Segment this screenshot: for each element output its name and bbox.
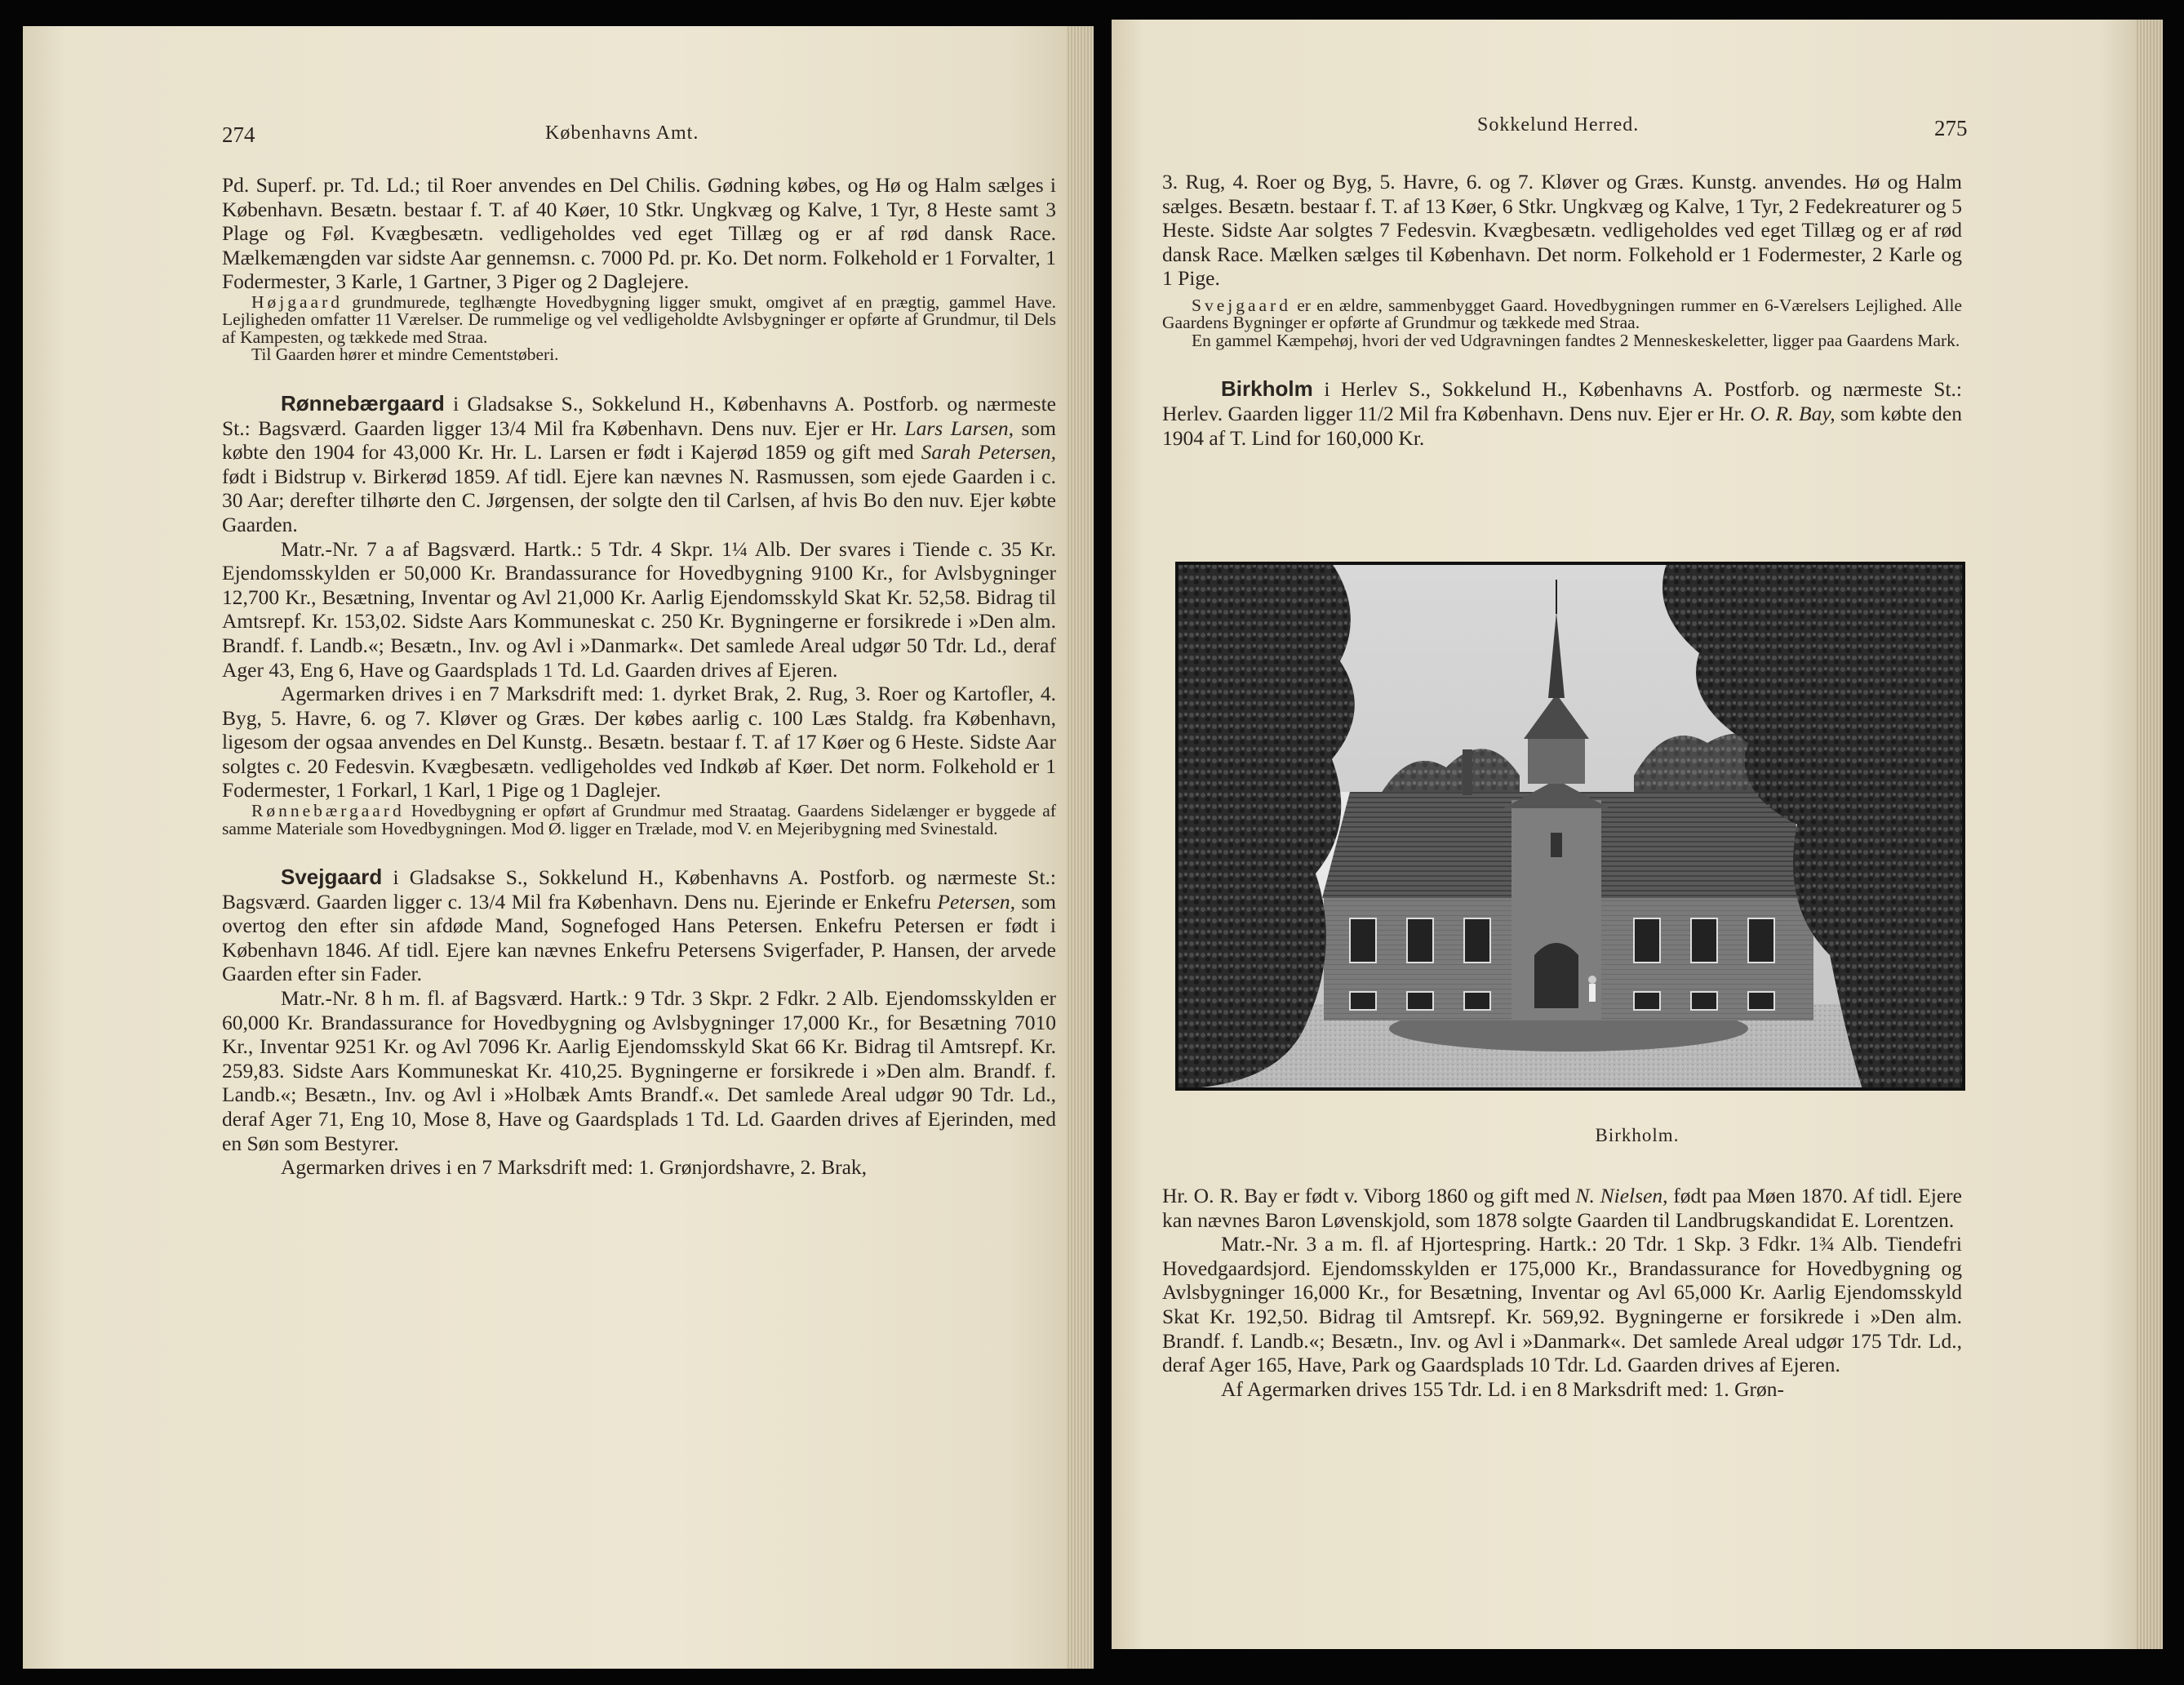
paragraph: 3. Rug, 4. Roer og Byg, 5. Havre, 6. og 7. Kløver og Græs. Kunstg. anvendes. Hø og Halm sælges. Besætn. bestaar f. T. af 13 Køer, 6 Stkr. Ungkvæg og Kalve, 1 Tyr, 2 Fedekreaturer og 5 Heste. Sidste Aar solgtes 7 Fedesvin. Kvægbesætn. vedligeholdes ved eget Tillæg og er af rød dansk Race. Mælken sælges til København. Det norm. Folkehold er 1 Fodermester, 2 Karle og 1 Pige.: [1162, 170, 1962, 291]
right-text-column-bottom: [1162, 1184, 1962, 1401]
page-number: 274: [222, 122, 255, 147]
entry-title: Birkholm: [1221, 376, 1313, 402]
entry-title: Svejgaard: [281, 865, 383, 890]
running-header: Københavns Amt.: [545, 122, 699, 144]
paragraph: Hr. O. R. Bay er født v. Viborg 1860 og gift med N. Nielsen, født paa Møen 1870. Af tidl. Ejere kan nævnes Baron Løvenskjold, som 1878 solgte Gaarden til Landbrugskandidat E. Lorentzen.: [1162, 1184, 1962, 1232]
paragraph: Agermarken drives i en 7 Marksdrift med: 1. Grønjordshavre, 2. Brak,: [281, 1155, 868, 1180]
small-note: Til Gaarden hører et mindre Cementstøberi.: [251, 345, 559, 365]
paragraph: Matr.-Nr. 3 a m. fl. af Hjortespring. Hartk.: 20 Tdr. 1 Skp. 3 Fdkr. 1¾ Alb. Tiendefri Hovedgaardsjord. Ejendomsskylden er 175,000 Kr., Brandassurance for Hovedbygning og Avlsbygninger 16,000 Kr., for Besætning, Inventar og Avl 65,000 Kr. Aarlig Ejendomsskyld Skat Kr. 192,50. Bidrag til Amtsrepf. Kr. 569,92. Bygningerne er forsikrede i »Den alm. Brandf. f. Landb.«; Besætn., Inv. og Avl i »Danmark«. Det samlede Areal udgør 175 Tdr. Ld., deraf Ager 165, Have, Park og Gaardsplads 10 Tdr. Ld. Gaarden drives af Ejeren.: [1162, 1232, 1962, 1377]
entry-svejgaard: Svejgaard i Gladsakse S., Sokkelund H., Københavns A. Postforb. og nærmeste St.: Bagsværd. Gaarden ligger c. 13/4 Mil fra København. Dens nu. Ejerinde er Enkefru Petersen, som overtog den efter sin afdøde Mand, Sognefoged Hans Petersen. Enkefru Petersen er født i København 1846. Af tidl. Ejere kan nævnes Enkefru Petersens Svigerfader, P. Hansen, der arvede Gaarden efter sin Fader.: [222, 865, 1056, 986]
page-edge-right: [2135, 20, 2163, 1649]
photo-caption: Birkholm.: [1595, 1125, 1680, 1145]
small-note: Svejgaard er en ældre, sammenbygget Gaard. Hovedbygningen rummer en 6-Værelsers Lejlighed. Alle Gaardens Bygninger er opførte af Grundmur og tækkede med Straa.: [1162, 295, 1962, 333]
entry-birkholm: Birkholm i Herlev S., Sokkelund H., Københavns A. Postforb. og nærmeste St.: Herlev. Gaarden ligger 11/2 Mil fra København. Dens nuv. Ejer er Hr. O. R. Bay, som købte den 1904 af T. Lind for 160,000 Kr.: [1162, 376, 1962, 450]
paragraph: Matr.-Nr. 8 h m. fl. af Bagsværd. Hartk.: 9 Tdr. 3 Skpr. 2 Fdkr. 2 Alb. Ejendomsskylden er 60,000 Kr. Brandassurance for Hovedbygning og Avlsbygninger 17,000 Kr., for Besætning 7010 Kr., Inventar 9251 Kr. og Avl 7096 Kr. Aarlig Ejendomsskyld Skat 66 Kr. Bidrag til Amtsrepf. Kr. 259,83. Sidste Aars Kommuneskat Kr. 410,25. Bygningerne er forsikrede i »Den alm. Brandf. f. Landb.«; Besætn., Inv. og Avl i »Holbæk Amts Brandf.«. Det samlede Areal udgør 90 Tdr. Ld., deraf Ager 71, Eng 10, Mose 8, Have og Gaardsplads 1 Td. Ld. Gaarden drives af Ejerinden, med en Søn som Bestyrer.: [222, 986, 1056, 1155]
small-note: Rønnebærgaard Hovedbygning er opført af Grundmur med Straatag. Gaardens Sidelænger er byggede af samme Materiale som Hovedbygningen. Mod Ø. ligger en Trælade, mod V. en Mejeribygning med Svinestald.: [222, 801, 1056, 838]
entry-ronnebaergaard: Rønnebærgaard i Gladsakse S., Sokkelund H., Københavns A. Postforb. og nærmeste St.: Bagsværd. Gaarden ligger 13/4 Mil fra København. Dens nuv. Ejer er Hr. Lars Larsen, som købte den 1904 for 43,000 Kr. Hr. L. Larsen er født i Kajerød 1859 og gift med Sarah Petersen, født i Bidstrup v. Birkerød 1859. Af tidl. Ejere kan nævnes N. Rasmussen, som ejede Gaarden i c. 30 Aar; derefter tilhørte den C. Jørgensen, der solgte den til Carlsen, af hvis Bo den nuv. Ejer købte Gaarden.: [222, 390, 1057, 536]
right-text-column-top: [1162, 170, 1962, 450]
paragraph: Pd. Superf. pr. Td. Ld.; til Roer anvendes en Del Chilis. Gødning købes, og Hø og Halm sælges i København. Besætn. bestaar f. T. af 40 Køer, 10 Stkr. Ungkvæg og Kalve, 1 Tyr, 8 Heste samt 3 Plage og Føl. Kvægbesætn. vedligeholdes ved eget Tillæg og er af rød dansk Race. Mælkemængden var sidste Aar gennemsn. c. 7000 Pd. pr. Ko. Det norm. Folkehold er 1 Forvalter, 1 Fodermester, 3 Karle, 1 Gartner, 3 Piger og 2 Daglejere.: [222, 173, 1056, 294]
small-note: Højgaard grundmurede, teglhængte Hovedbygning ligger smukt, omgivet af en prægtig, gammel Have. Lejligheden omfatter 11 Værelser. De rummelige og vel vedligeholdte Avlsbygninger er opførte af Grundmur, til Dels af Kampesten, og tækkede med Straa.: [222, 291, 1056, 347]
birkholm-house-image: [1177, 563, 1964, 1089]
paragraph: Af Agermarken drives 155 Tdr. Ld. i en 8 Marksdrift med: 1. Grøn-: [1221, 1376, 1785, 1401]
running-header: Sokkelund Herred.: [1477, 114, 1640, 136]
page-edge-right: [1066, 26, 1094, 1669]
paragraph: Agermarken drives i en 7 Marksdrift med: 1. dyrket Brak, 2. Rug, 3. Roer og Kartofler, 4. Byg, 5. Havre, 6. og 7. Kløver og Græs. Der købes aarlig c. 100 Læs Staldg. fra København, ligesom der ogsaa anvendes en Del Kunstg.. Besætn. bestaar f. T. af 17 Køer og 6 Heste. Sidste Aar solgtes c. 20 Fedesvin. Kvægbesætn. vedligeholdes ved Indkøb af Køer. Det norm. Folkehold er 1 Fodermester, 1 Forkarl, 1 Karl, 1 Pige og 1 Daglejer.: [222, 682, 1056, 802]
left-text-column: [222, 173, 1056, 1180]
left-page: [23, 26, 1094, 1669]
birkholm-photo: [1175, 562, 1965, 1091]
paragraph: Matr.-Nr. 7 a af Bagsværd. Hartk.: 5 Tdr. 4 Skpr. 1¼ Alb. Der svares i Tiende c. 35 Kr. Ejendomsskylden er 50,000 Kr. Brandassurance for Hovedbygning 9100 Kr., for Avlsbygninger 12,700 Kr., Besætning, Inventar og Avl 21,000 Kr. Aarlig Ejendomsskyld Skat Kr. 52,58. Bidrag til Amtsrepf. Kr. 153,02. Sidste Aars Kommuneskat c. 250 Kr. Bygningerne er forsikrede i »Den alm. Brandf. f. Landb.«; Besætn., Inv. og Avl i »Danmark«. Det samlede Areal udgør 50 Tdr. Ld., deraf Ager 43, Eng 6, Have og Gaardsplads 1 Td. Ld. Gaarden drives af Ejeren.: [222, 536, 1056, 682]
entry-title: Rønnebærgaard: [281, 390, 445, 416]
small-note: En gammel Kæmpehøj, hvori der ved Udgravningen fandtes 2 Menneskeskeletter, ligger paa Gaardens Mark.: [1192, 330, 1960, 350]
page-number: 275: [1934, 116, 1968, 140]
